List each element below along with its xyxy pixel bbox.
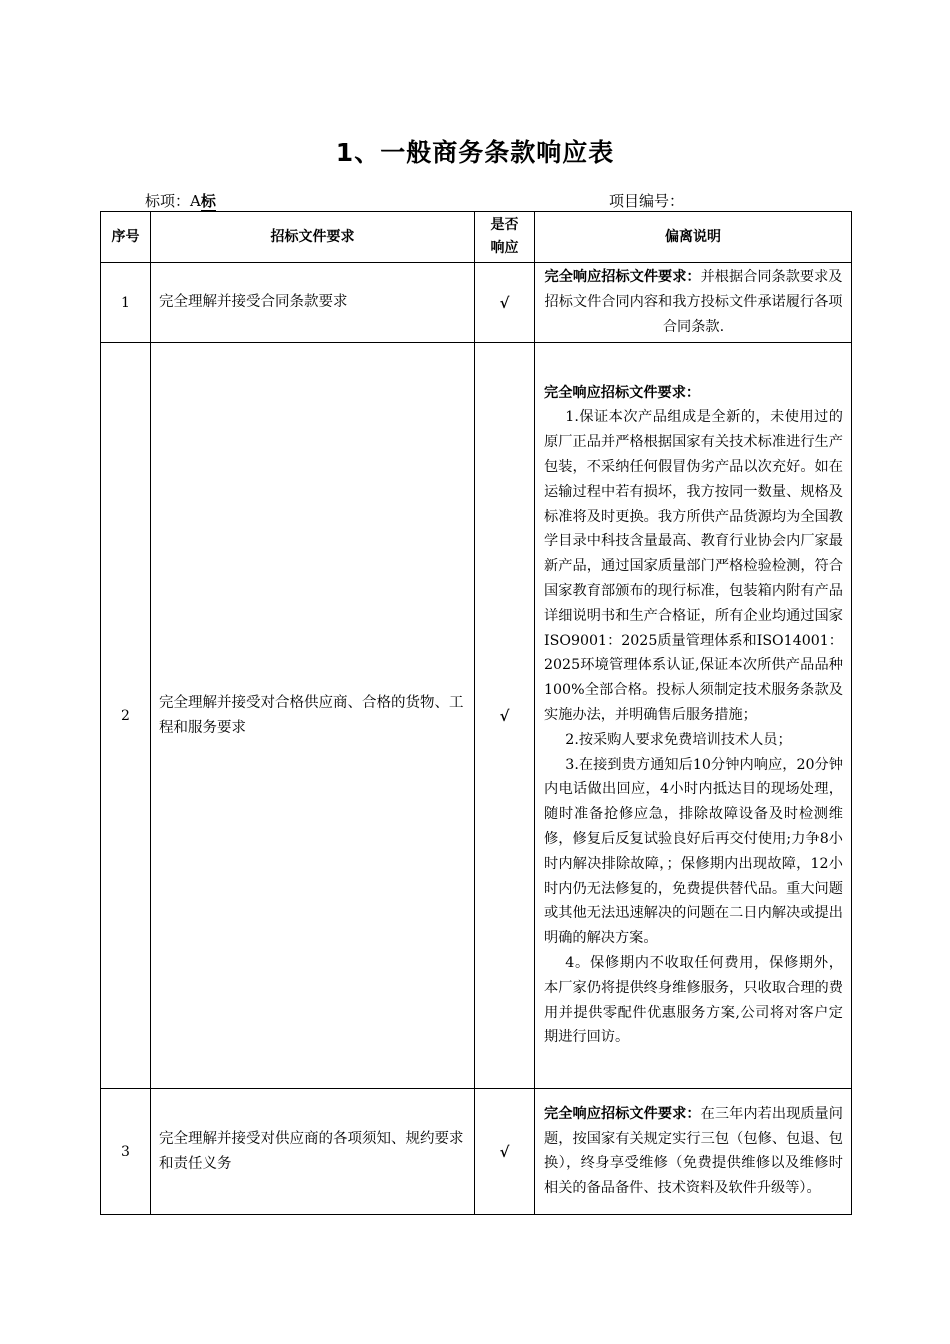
deviation-paragraph: 2.按采购人要求免费培训技术人员； <box>565 731 792 748</box>
project-number-label: 项目编号： <box>609 192 685 210</box>
row-requirement: 完全理解并接受对合格供应商、合格的货物、工程和服务要求 <box>151 343 475 1089</box>
check-mark: √ <box>475 263 535 343</box>
row-number: 1 <box>101 263 151 343</box>
row-requirement: 完全理解并接受对供应商的各项须知、规约要求和责任义务 <box>151 1089 475 1215</box>
deviation-lead: 完全响应招标文件要求： <box>544 384 701 401</box>
table-header-row <box>101 212 852 263</box>
response-table <box>100 211 852 1215</box>
table-row <box>101 1089 852 1215</box>
header-responded: 是否响应 <box>475 212 535 263</box>
row-deviation <box>535 263 852 343</box>
lot-value: 标 <box>200 192 216 210</box>
table-row <box>101 343 852 1089</box>
check-mark: √ <box>475 343 535 1089</box>
page-title: 1、一般商务条款响应表 <box>335 138 615 167</box>
deviation-lead: 完全响应招标文件要求： <box>544 269 701 285</box>
deviation-paragraph: 1.保证本次产品组成是全新的，未使用过的原厂正品并严格根据国家有关技术标准进行生产包装，不采纳任何假冒伪劣产品以次充好。如在运输过程中若有损坏，我方按同一数量、规格及标准将及时更换。我方所供产品货源均为全国教学目录中科技含量最高、教育行业协会内厂家最新产品，通过国家质量部门严格检验检测，符合国家教育部颁布的现行标准，包装箱内附有产品详细说明书和生产合格证，所有企业均通过国家ISO9001：2025质量管理体系和ISO14001：2025环境管理体系认证,保证本次所供产品品种100%全部合格。投标人须制定技术服务条款及实施办法，并明确售后服务措施； <box>544 409 843 723</box>
deviation-text: 在三年内若出现质量问题，按国家有关规定实行三包（包修、包退、包换），终身享受维修（免费提供维修以及维修时相关的备品备件、技术资料及软件升级等）。 <box>544 1105 843 1197</box>
deviation-text: 并根据合同条款要求及招标文件合同内容和我方投标文件承诺履行各项合同条款. <box>544 269 843 335</box>
header-no: 序号 <box>101 212 151 263</box>
row-deviation <box>535 1089 852 1215</box>
lot-line <box>145 190 216 211</box>
deviation-paragraph: 3.在接到贵方通知后10分钟内响应，20分钟内电话做出回应，4小时内抵达目的现场处理，随时准备抢修应急，排除故障设备及时检测维修，修复后反复试验良好后再交付使用;力争8小时内解决排除故障，；保修期内出现故障，12小时内仍无法修复的，免费提供替代品。重大问题或其他无法迅速解决的问题在二日内解决或提出明确的解决方案。 <box>544 756 843 947</box>
row-requirement: 完全理解并接受合同条款要求 <box>151 263 475 343</box>
check-mark: √ <box>475 1089 535 1215</box>
row-number: 3 <box>101 1089 151 1215</box>
row-number: 2 <box>101 343 151 1089</box>
header-requirement: 招标文件要求 <box>151 212 475 263</box>
row-deviation <box>535 343 852 1089</box>
deviation-lead: 完全响应招标文件要求： <box>544 1105 701 1122</box>
deviation-paragraph: 4。保修期内不收取任何费用，保修期外，本厂家仍将提供终身维修服务，只收取合理的费用并提供零配件优惠服务方案,公司将对客户定期进行回访。 <box>544 954 843 1046</box>
header-deviation: 偏离说明 <box>535 212 852 263</box>
lot-label: 标项：A <box>145 192 201 210</box>
table-row <box>101 263 852 343</box>
